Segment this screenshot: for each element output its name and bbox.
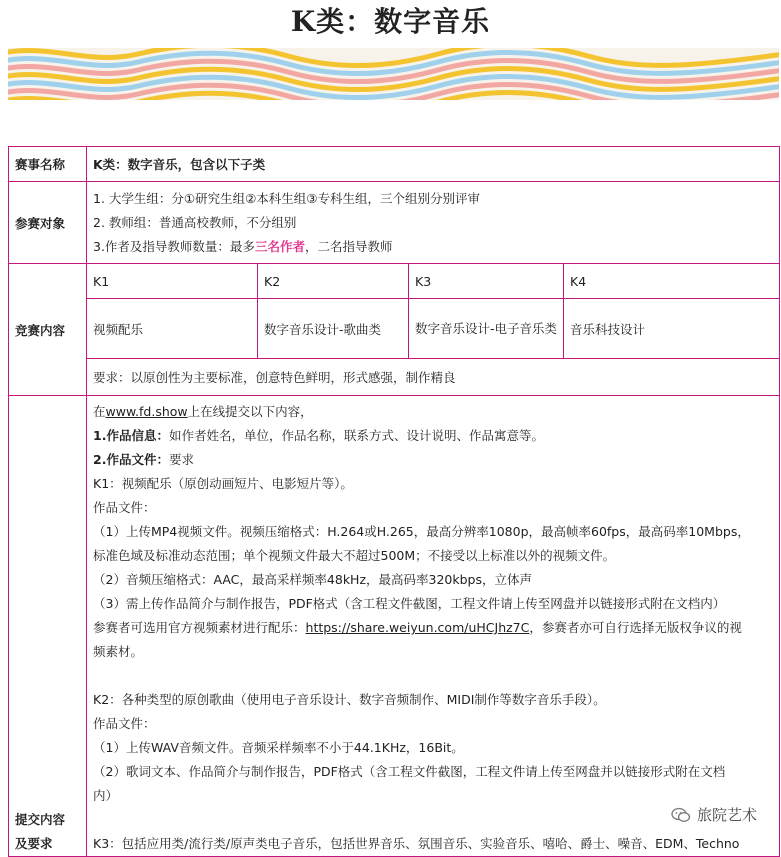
- k2-req-2b: 内）: [93, 788, 119, 803]
- wave-pattern-image: [8, 48, 779, 100]
- label-content: 竞赛内容: [9, 264, 87, 396]
- k1-material-line-2: 频素材。: [93, 644, 144, 659]
- row-participants: [9, 182, 780, 264]
- code-k1: K1: [87, 264, 258, 299]
- k1-req-2: （2）音频压缩格式：AAC，最高采样频率48kHz，最高码率320kbps，立体声: [93, 572, 532, 587]
- submission-info-text: 如作者姓名，单位，作品名称，联系方式、设计说明、作品寓意等。: [168, 428, 544, 443]
- label-event-name: 赛事名称: [9, 147, 87, 182]
- submission-intro: [93, 400, 773, 424]
- label-submission-line-1: 提交内容: [15, 812, 66, 827]
- k1-file-label: 作品文件：: [93, 500, 156, 515]
- name-k1: 视频配乐: [87, 299, 258, 359]
- k1-req-3: （3）需上传作品简介与制作报告，PDF格式（含工程文件截图，工程文件请上传至网盘并以链接形式附在文档内）: [93, 596, 726, 611]
- wave-banner: [8, 48, 779, 100]
- content-requirement: 要求：以原创性为主要标准，创意特色鲜明，形式感强，制作精良: [87, 359, 780, 396]
- competition-table: [8, 146, 780, 857]
- row-event-name: [9, 147, 780, 182]
- spacer: [93, 664, 773, 688]
- label-participants: 参赛对象: [9, 182, 87, 264]
- watermark: [667, 804, 761, 825]
- code-k4: K4: [564, 264, 780, 299]
- row-content-names: [9, 299, 780, 359]
- page-title: K类：数字音乐: [290, 5, 491, 38]
- value-submission: [87, 396, 780, 857]
- k2-req-1: （1）上传WAV音频文件。音频采样频率不小于44.1KHz，16Bit。: [93, 740, 464, 755]
- k1-material: [93, 616, 773, 640]
- watermark-text: 旅院艺术: [696, 806, 757, 824]
- k1-req-1a: （1）上传MP4视频文件。视频压缩格式：H.264或H.265，最高分辨率1080p，最高帧率60fps，最高码率10Mbps，: [93, 524, 750, 539]
- participants-line-3-post: ，二名指导教师: [304, 238, 393, 254]
- name-k4: 音乐科技设计: [564, 299, 780, 359]
- label-submission-line-2: 及要求: [15, 836, 53, 851]
- submission-intro-post: 上在线提交以下内容，: [187, 404, 313, 419]
- name-k3: 数字音乐设计-电子音乐类: [409, 299, 564, 359]
- name-k2: 数字音乐设计-歌曲类: [258, 299, 409, 359]
- value-event-name: K类：数字音乐，包含以下子类: [87, 147, 780, 182]
- row-submission: [9, 396, 780, 857]
- label-submission: [9, 396, 87, 857]
- submission-file-text: 要求: [168, 452, 194, 467]
- code-k3: K3: [409, 264, 564, 299]
- participants-line-2: 2. 教师组：普通高校教师，不分组别: [93, 214, 297, 230]
- value-participants: [87, 182, 780, 264]
- k1-material-pre: 参赛者可选用官方视频素材进行配乐：: [93, 620, 306, 635]
- k2-title: K2：各种类型的原创歌曲（使用电子音乐设计、数字音频制作、MIDI制作等数字音乐手段）。: [93, 692, 606, 707]
- row-content-codes: [9, 264, 780, 299]
- k2-file-label: 作品文件：: [93, 716, 156, 731]
- wechat-icon: [671, 807, 691, 823]
- participants-line-3-pre: 3.作者及指导教师数量：最多: [93, 238, 255, 254]
- participants-line-3: [93, 235, 773, 259]
- k1-req-1b: 标准色域及标准动态范围；单个视频文件最大不超过500M；不接受以上标准以外的视频文件。: [93, 548, 616, 563]
- submission-file: [93, 448, 773, 472]
- submission-intro-pre: 在: [93, 404, 106, 419]
- k3-title: K3：包括应用类/流行类/原声类电子音乐，包括世界音乐、氛围音乐、实验音乐、嘻哈、爵士、噪音、EDM、Techno: [93, 836, 740, 851]
- code-k2: K2: [258, 264, 409, 299]
- participants-line-1: 1. 大学生组：分①研究生组②本科生组③专科生组，三个组别分别评审: [93, 190, 481, 206]
- k2-req-2a: （2）歌词文本、作品简介与制作报告，PDF格式（含工程文件截图，工程文件请上传至网盘并以链接形式附在文档: [93, 764, 726, 779]
- row-content-requirement: [9, 359, 780, 396]
- submission-info-bold: 1.作品信息：: [93, 428, 169, 443]
- weiyun-link[interactable]: https://share.weiyun.com/uHCJhz7C: [305, 620, 530, 635]
- participants-highlight: 三名作者: [254, 238, 305, 254]
- submission-info: [93, 424, 773, 448]
- submission-file-bold: 2.作品文件：: [93, 452, 169, 467]
- k1-material-post-1: ，参赛者亦可自行选择无版权争议的视: [529, 620, 742, 635]
- k1-title: K1：视频配乐（原创动画短片、电影短片等）。: [93, 476, 353, 491]
- fd-show-link[interactable]: www.fd.show: [105, 404, 188, 419]
